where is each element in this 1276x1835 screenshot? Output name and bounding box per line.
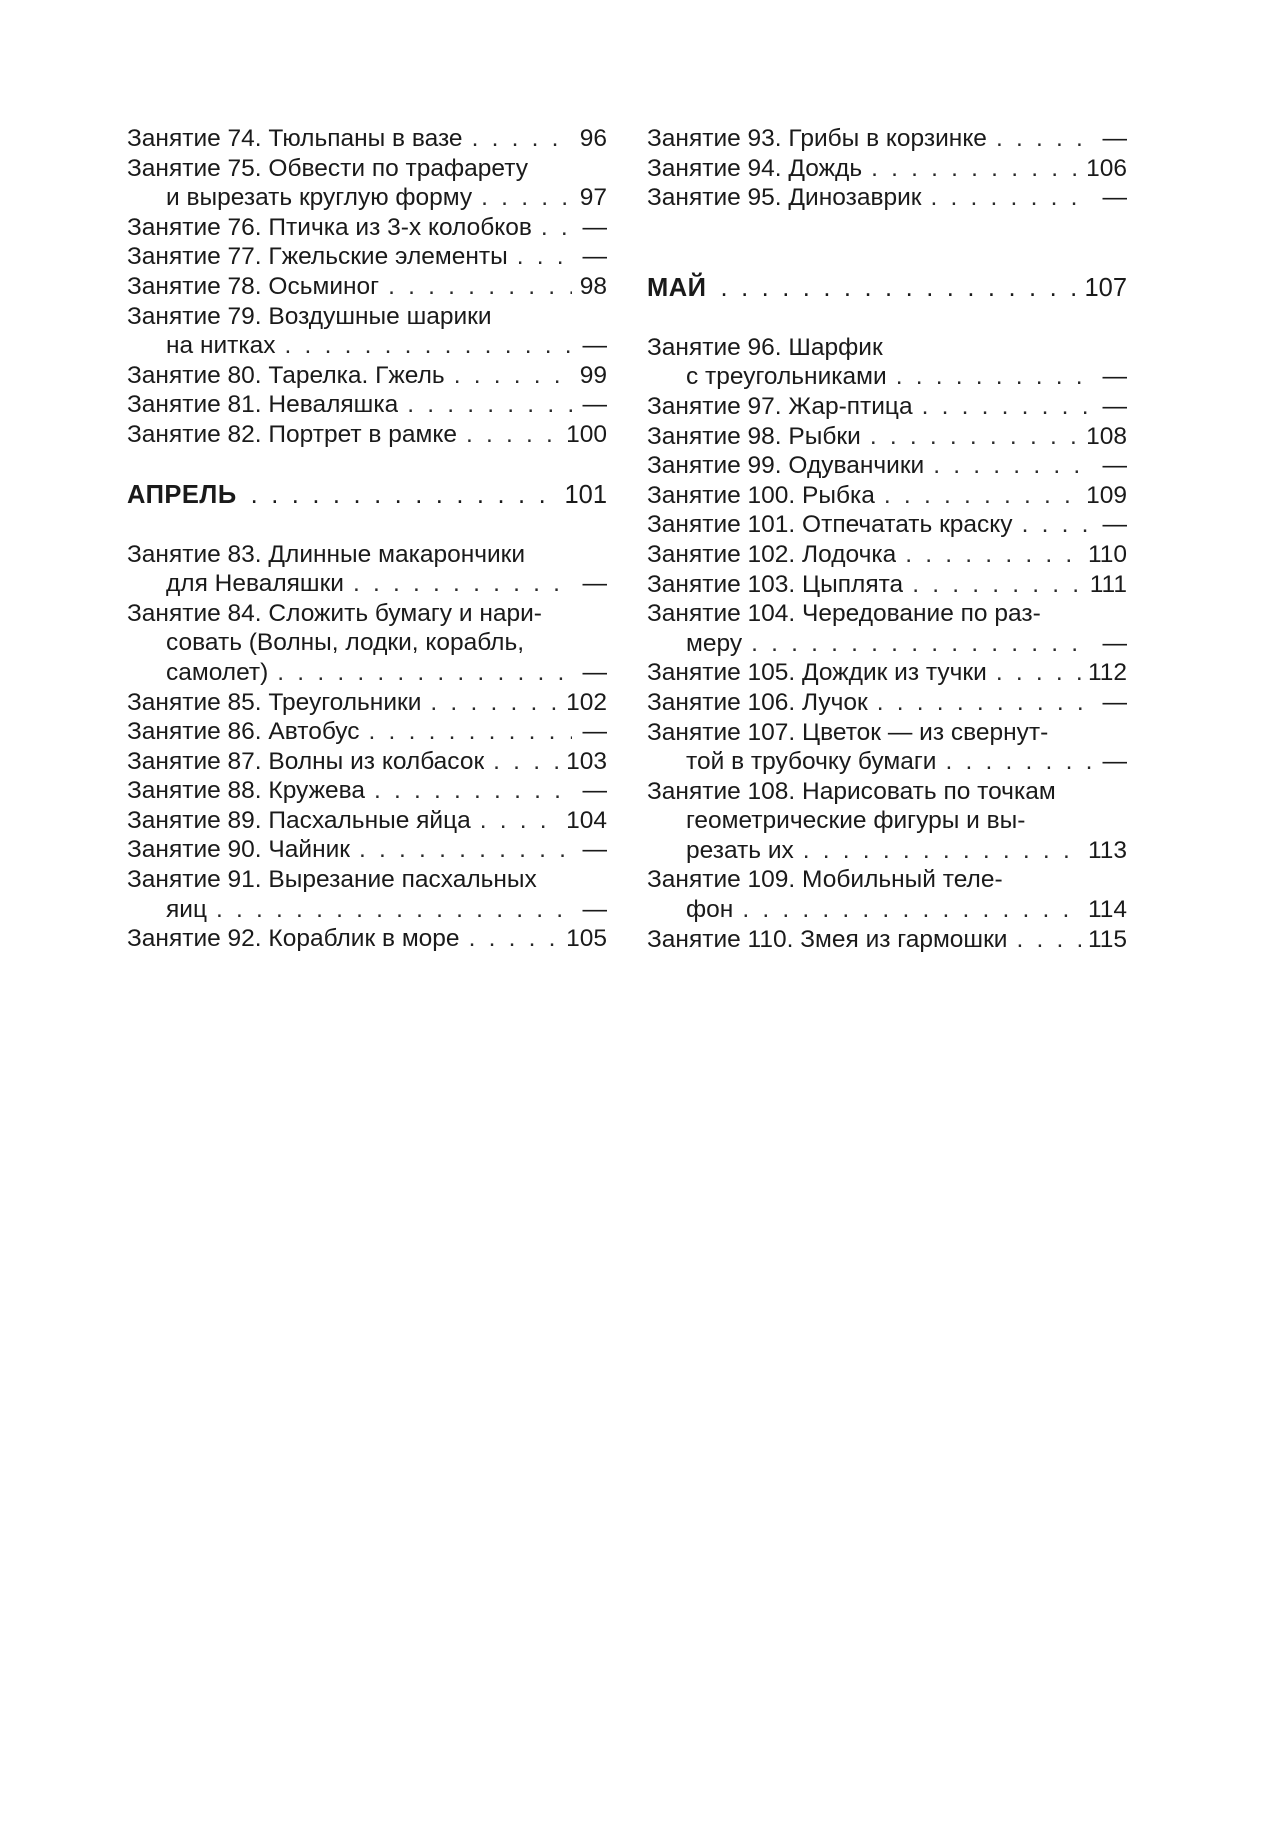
toc-entry-84-line1: Занятие 84. Сложить бумагу и нари-	[127, 599, 542, 627]
toc-entry-95: Занятие 95. Динозаврик . . . —	[647, 183, 1127, 213]
section-heading-april: АПРЕЛЬ . . . 101	[127, 480, 607, 510]
toc-entry-75: и вырезать круглую форму . . . 97	[127, 183, 607, 213]
toc-entry-87: Занятие 87. Волны из колбасок . . . 103	[127, 747, 607, 777]
toc-entry-79: на нитках . . . —	[127, 331, 607, 361]
toc-entry-89: Занятие 89. Пасхальные яйца . . . 104	[127, 806, 607, 836]
toc-entry-108-line1: Занятие 108. Нарисовать по точкам	[647, 777, 1056, 805]
toc-entry-76: Занятие 76. Птичка из 3-х колобков . . . —	[127, 213, 607, 243]
toc-entry-84: самолет) . . . —	[127, 658, 607, 688]
toc-entry-88: Занятие 88. Кружева . . . —	[127, 776, 607, 806]
toc-entry-109: фон . . . 114	[647, 895, 1127, 925]
toc-entry-75-line1: Занятие 75. Обвести по трафарету	[127, 154, 528, 182]
toc-entry-83-line1: Занятие 83. Длинные макарончики	[127, 540, 526, 568]
toc-entry-92: Занятие 92. Кораблик в море . . . 105	[127, 924, 607, 954]
toc-entry-93: Занятие 93. Грибы в корзинке . . . —	[647, 124, 1127, 154]
toc-entry-98: Занятие 98. Рыбки . . . 108	[647, 422, 1127, 452]
toc-entry-102: Занятие 102. Лодочка . . . 110	[647, 540, 1127, 570]
toc-entry-105: Занятие 105. Дождик из тучки . . . 112	[647, 658, 1127, 688]
toc-entry-106: Занятие 106. Лучок . . . —	[647, 688, 1127, 718]
toc-entry-104-line1: Занятие 104. Чередование по раз-	[647, 600, 1041, 628]
toc-entry-79-line1: Занятие 79. Воздушные шарики	[127, 302, 492, 330]
section-heading-may: МАЙ . . . 107	[647, 273, 1127, 303]
toc-entry-77: Занятие 77. Гжельские элементы . . . —	[127, 242, 607, 272]
toc-entry-91-line1: Занятие 91. Вырезание пасхальных	[127, 866, 537, 894]
toc-entry-107-line1: Занятие 107. Цветок — из свернут-	[647, 718, 1049, 746]
toc-entry-100: Занятие 100. Рыбка . . . 109	[647, 481, 1127, 511]
toc-entry-82: Занятие 82. Портрет в рамке . . . 100	[127, 420, 607, 450]
toc-entry-91: яиц . . . —	[127, 895, 607, 925]
toc-entry-110: Занятие 110. Змея из гармошки . . . 115	[647, 925, 1127, 955]
toc-entry-101: Занятие 101. Отпечатать краску . . . —	[647, 510, 1127, 540]
toc-entry-99: Занятие 99. Одуванчики . . . —	[647, 451, 1127, 481]
toc-column-left	[127, 124, 607, 954]
toc-entry-90: Занятие 90. Чайник . . . —	[127, 835, 607, 865]
toc-entry-104: меру . . . —	[647, 629, 1127, 659]
toc-entry-94: Занятие 94. Дождь . . . 106	[647, 154, 1127, 184]
toc-entry-81: Занятие 81. Неваляшка . . . —	[127, 390, 607, 420]
toc-column-right	[647, 124, 1127, 954]
toc-entry-109-line1: Занятие 109. Мобильный теле-	[647, 866, 1003, 894]
toc-entry-96: с треугольниками . . . —	[647, 362, 1127, 392]
toc-entry-96-line1: Занятие 96. Шарфик	[647, 333, 883, 361]
toc-entry-74: Занятие 74. Тюльпаны в вазе . . . 96	[127, 124, 607, 154]
toc-entry-86: Занятие 86. Автобус . . . —	[127, 717, 607, 747]
toc-entry-97: Занятие 97. Жар-птица . . . —	[647, 392, 1127, 422]
toc-entry-103: Занятие 103. Цыплята . . . 111	[647, 570, 1127, 600]
toc-entry-107: той в трубочку бумаги . . . —	[647, 747, 1127, 777]
toc-entry-84-line2: совать (Волны, лодки, корабль,	[166, 629, 525, 657]
toc-entry-108: резать их . . . 113	[647, 836, 1127, 866]
toc-entry-83: для Неваляшки . . . —	[127, 569, 607, 599]
toc-entry-78: Занятие 78. Осьминог . . . 98	[127, 272, 607, 302]
toc-entry-108-line2: геометрические фигуры и вы-	[686, 807, 1026, 835]
toc-entry-80: Занятие 80. Тарелка. Гжель . . . 99	[127, 361, 607, 391]
toc-entry-85: Занятие 85. Треугольники . . . 102	[127, 688, 607, 718]
